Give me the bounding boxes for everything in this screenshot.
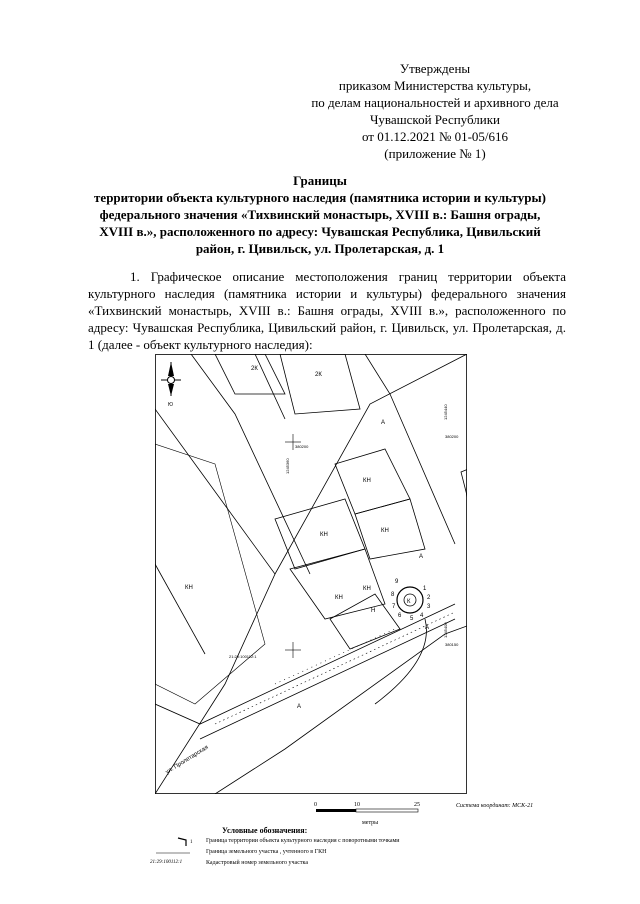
- label-kn-5: КН: [363, 586, 371, 592]
- approval-block: [300, 60, 570, 162]
- label-kn-3: КН: [381, 528, 389, 534]
- coord-y2: 1245440: [443, 404, 448, 420]
- label-k: К: [407, 599, 411, 605]
- svg-text:1: 1: [190, 840, 193, 845]
- point-4: 4: [420, 613, 424, 619]
- boundary-symbol: [150, 836, 194, 847]
- description-paragraph: [88, 268, 566, 353]
- point-6: 6: [398, 613, 402, 619]
- legend-item-1: 1 Граница территории объекта культурного наследия с поворотными точками: [150, 836, 470, 847]
- approval-line-3: по делам национальностей и архивного дела: [311, 95, 559, 110]
- compass-south-label: Ю: [168, 402, 174, 408]
- legend-item-3: 21:29:100112:1 Кадастровый номер земельного участка: [150, 860, 308, 866]
- legend: [150, 826, 470, 870]
- street-lines: [155, 354, 467, 794]
- scale-0: 0: [314, 802, 317, 808]
- coord-x3: 380150: [445, 642, 459, 647]
- coord-x1: 380200: [295, 444, 309, 449]
- title-line-4: XVIII в.», расположенного по адресу: Чувашская Республика, Цивильский: [99, 224, 541, 239]
- tower-boundary: [391, 579, 431, 622]
- label-kn-2: КН: [320, 532, 328, 538]
- approval-line-5: от 01.12.2021 № 01-05/616: [361, 129, 509, 144]
- svg-text:2К: 2К: [251, 366, 258, 372]
- svg-text:КН: КН: [185, 585, 193, 591]
- site-plan-map: [155, 354, 467, 794]
- point-9: 9: [395, 579, 399, 585]
- title-line-1: Границы: [293, 173, 347, 188]
- map-frame: [156, 355, 467, 794]
- label-a-3: А: [425, 625, 430, 631]
- label-a-4: А: [297, 704, 302, 710]
- wall-line: [215, 612, 455, 724]
- scale-10: 10: [354, 802, 360, 808]
- coordinate-system-note: Система координат: МСК-21: [456, 803, 534, 809]
- central-buildings: [275, 449, 425, 649]
- point-8: 8: [391, 592, 395, 598]
- label-kn-4: КН: [335, 595, 343, 601]
- approval-line-4: Чувашской Республики: [369, 112, 501, 127]
- label-kn-1: КН: [363, 478, 371, 484]
- point-5: 5: [410, 616, 414, 622]
- point-7: 7: [392, 604, 396, 610]
- building-2k-east: [280, 354, 360, 414]
- label-a-1: А: [381, 420, 386, 426]
- approval-line-6: (приложение № 1): [384, 146, 486, 161]
- point-2: 2: [427, 595, 431, 601]
- grid-crosses: [285, 434, 467, 658]
- approval-line-2: приказом Министерства культуры,: [338, 78, 532, 93]
- scale-unit: метры: [362, 820, 379, 826]
- coord-y3: 1245400: [443, 622, 448, 638]
- legend-item-2: Граница земельного участка , учтенного в ГКН: [150, 847, 470, 858]
- parcel-symbol: [150, 847, 194, 858]
- building-2k-west: [215, 354, 285, 394]
- title-line-3: федерального значения «Тихвинский монастырь, XVIII в.: Башня ограды,: [99, 207, 541, 222]
- street-label: ул. Пролетарская: [164, 744, 210, 776]
- label-n-1: Н: [371, 608, 376, 614]
- legend-title: Условные обозначения:: [222, 826, 308, 835]
- label-a-2: А: [419, 554, 424, 560]
- title-line-2: территории объекта культурного наследия (памятника истории и культуры): [94, 190, 546, 205]
- cadastral-code-symbol: 21:29:100112:1: [150, 860, 183, 865]
- point-1: 1: [423, 586, 427, 592]
- point-3: 3: [427, 604, 431, 610]
- document-title: [80, 172, 560, 257]
- compass-icon: [161, 362, 181, 408]
- coord-y1: 1245360: [285, 458, 290, 474]
- svg-text:2К: 2К: [315, 372, 322, 378]
- plot-kn-west: [155, 444, 265, 704]
- coord-x2: 380200: [445, 434, 459, 439]
- approval-line-1: Утверждены: [399, 61, 471, 76]
- scale-25: 25: [414, 802, 420, 808]
- paragraph-text: 1. Графическое описание местоположения границ территории объекта культурного наследия (памятника истории и культуры) федерального значения «Тихвинский монастырь, XVIII в.: Башня ограды, XVIII в.», расположенного по адресу: Чувашская Республика, Цивильский район, г. Цивильск, ул. Пролетарская, д. 1 (далее - объект культурного наследия):: [88, 269, 566, 352]
- cadastral-label: 21:29:100112:1: [229, 654, 257, 659]
- title-line-5: район, г. Цивильск, ул. Пролетарская, д. 1: [195, 241, 445, 256]
